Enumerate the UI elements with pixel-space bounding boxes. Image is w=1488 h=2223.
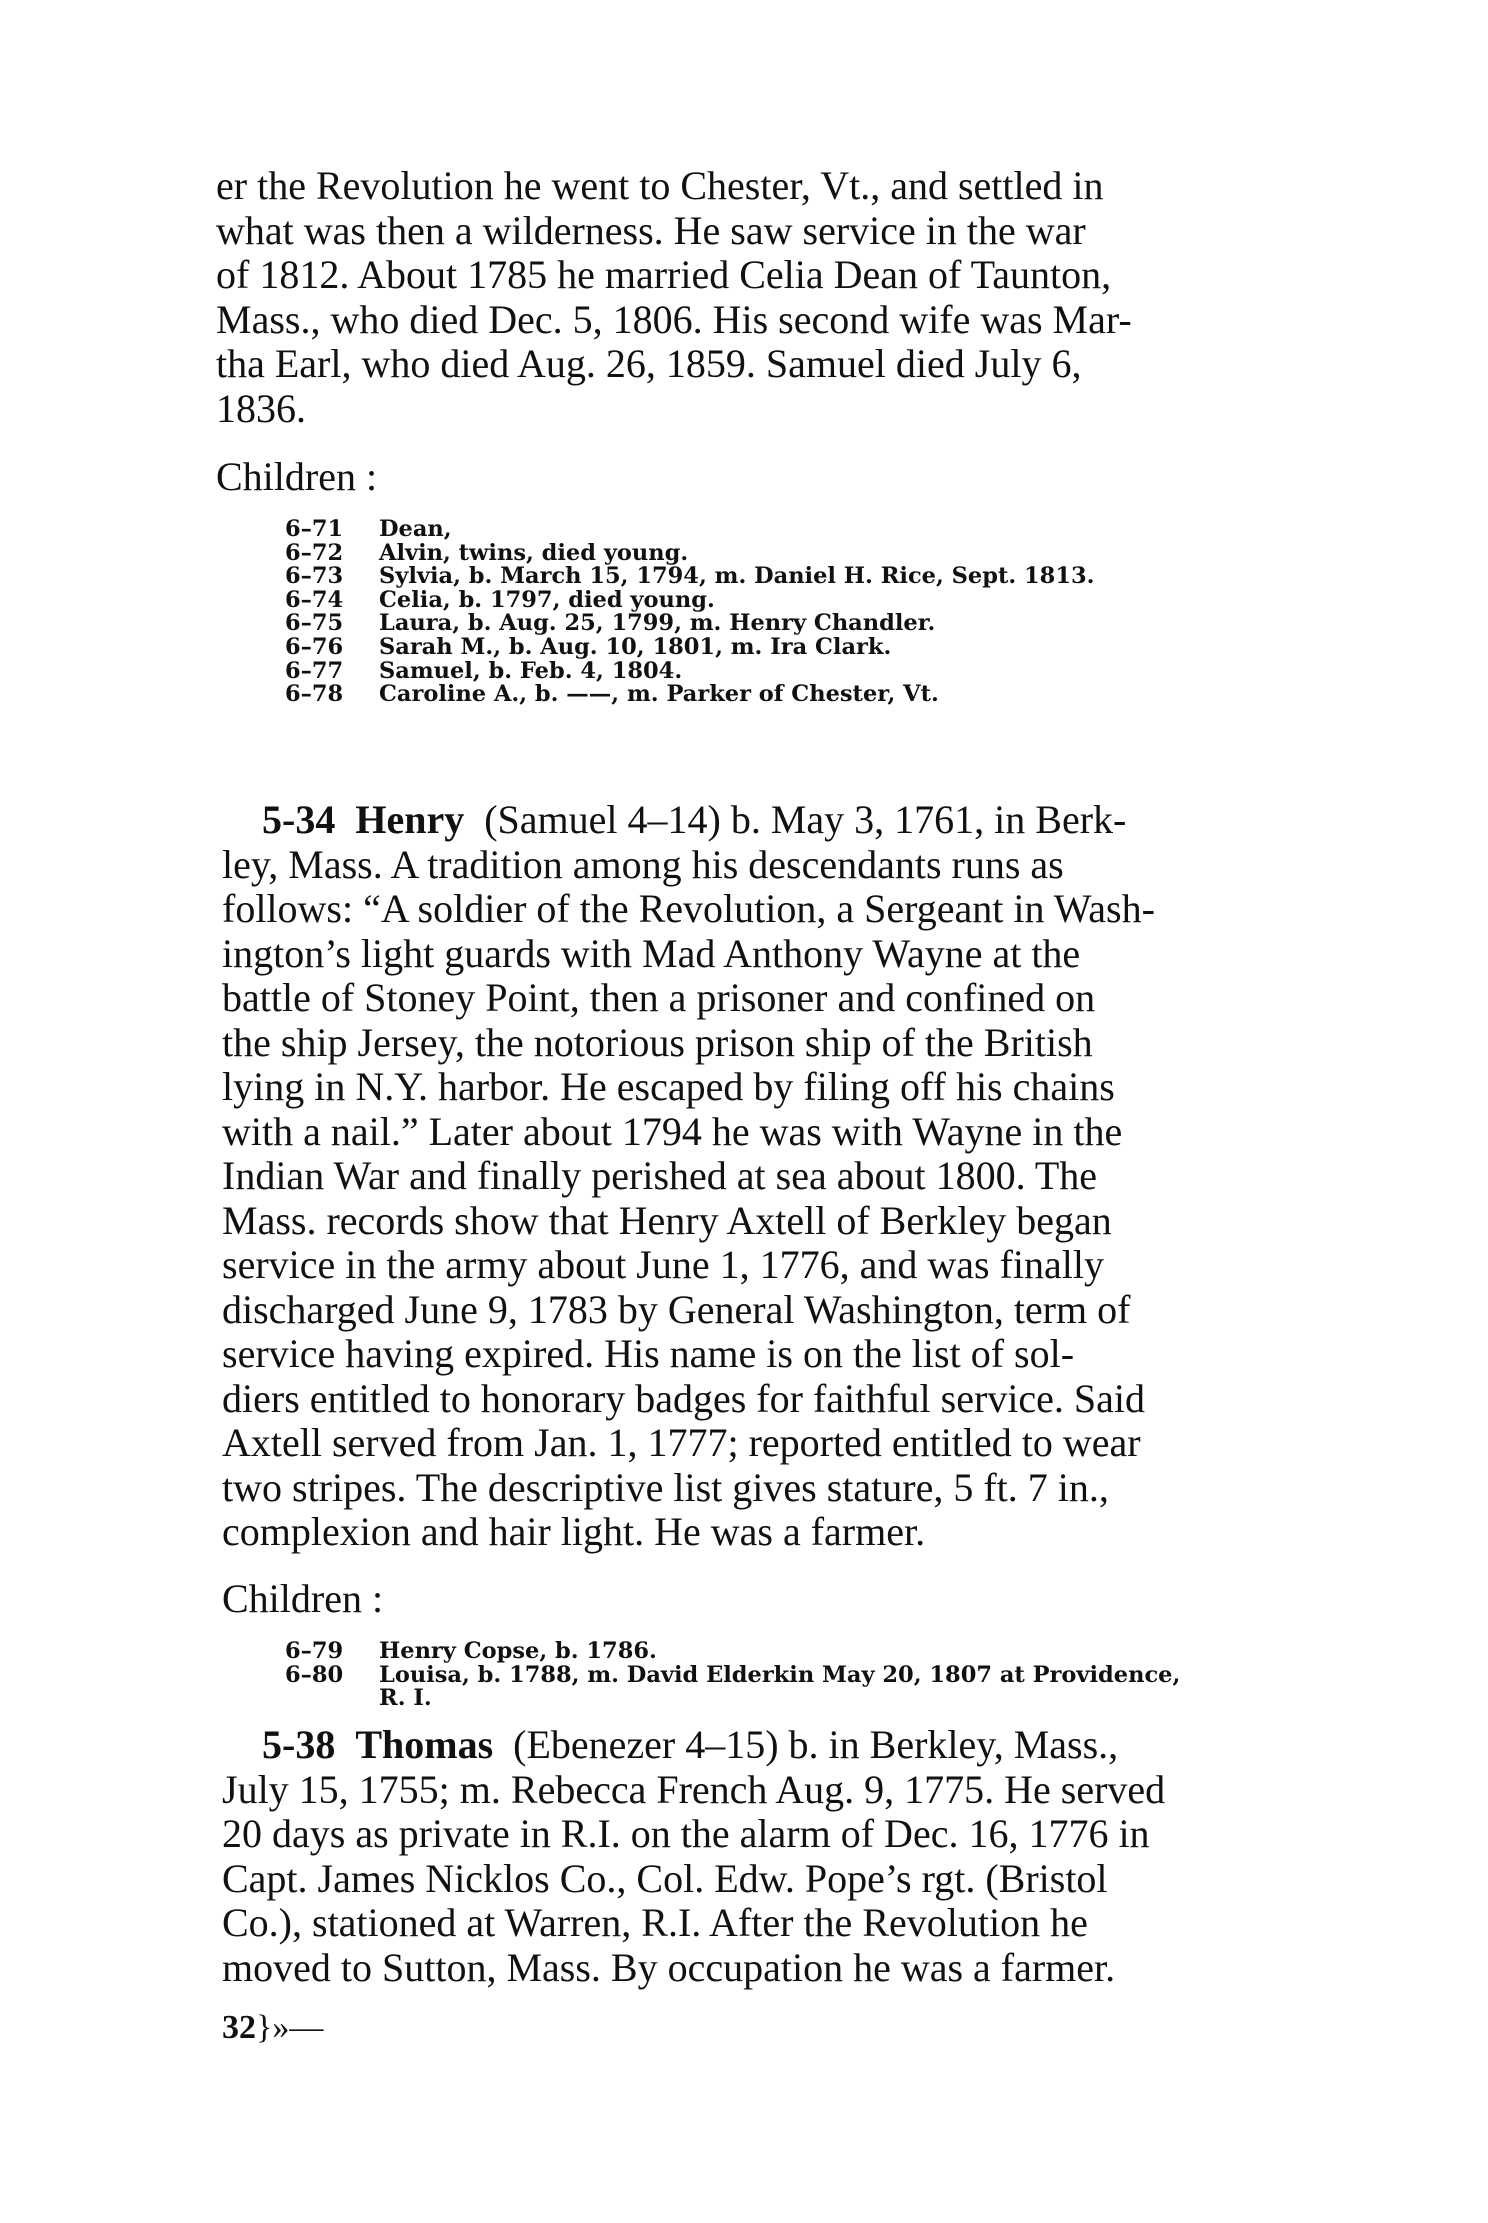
text-line: ley, Mass. A tradition among his descendants runs as [222, 841, 1064, 887]
children-heading: Children : [222, 1576, 384, 1621]
children-heading: Children : [216, 454, 378, 499]
list-item [285, 612, 1094, 636]
text-line: with a nail.” Later about 1794 he was with Wayne in the [222, 1108, 1123, 1154]
list-item [285, 565, 1094, 589]
list-item [285, 683, 1094, 707]
child-number: 6–75 [285, 610, 344, 637]
text-line: of 1812. About 1785 he married Celia Dean of Taunton, [216, 252, 1112, 297]
samuel-continuation-paragraph [216, 164, 1288, 431]
child-number: 6–77 [285, 657, 344, 684]
text-line: tha Earl, who died Aug. 26, 1859. Samuel died July 6, [216, 341, 1082, 386]
list-item [285, 518, 1094, 542]
entry-name: Henry [355, 797, 465, 842]
list-item [285, 633, 1094, 660]
text-line: discharged June 9, 1783 by General Washington, term of [222, 1286, 1131, 1332]
text-line: Indian War and finally perished at sea about 1800. The [222, 1153, 1098, 1198]
children-list [285, 518, 1094, 707]
list-item [285, 657, 1094, 684]
entry-first-line [222, 798, 1292, 843]
text-line: Mass., who died Dec. 5, 1806. His second wife was Mar- [216, 296, 1132, 342]
text-line: what was then a wilderness. He saw service in the war [216, 207, 1086, 253]
entry-first-line-text: (Samuel 4–14) b. May 3, 1761, in Berk- [484, 797, 1127, 842]
child-text: Sarah M., b. Aug. 10, 1801, m. Ira Clark. [379, 633, 892, 660]
henry-entry-paragraph [222, 798, 1292, 1555]
text-line: Axtell served from Jan. 1, 1777; reported entitled to wear [222, 1420, 1141, 1465]
text-line: lying in N.Y. harbor. He escaped by filing off his chains [222, 1064, 1115, 1109]
text-line: ington’s light guards with Mad Anthony Wayne at the [222, 930, 1081, 976]
text-line: Capt. James Nicklos Co., Col. Edw. Pope’s rgt. (Bristol [222, 1855, 1108, 1901]
text-line: 20 days as private in R.I. on the alarm of Dec. 16, 1776 in [222, 1811, 1150, 1856]
text-line: 1836. [216, 385, 306, 431]
child-text: Sylvia, b. March 15, 1794, m. Daniel H. Rice, Sept. 1813. [379, 563, 1095, 590]
child-number: 6–71 [285, 516, 344, 542]
child-number: 6–79 [285, 1638, 344, 1664]
child-text: Laura, b. Aug. 25, 1799, m. Henry Chandler. [379, 610, 936, 637]
list-item-continuation [285, 1687, 1180, 1711]
text-line: diers entitled to honorary badges for faithful service. Said [222, 1375, 1146, 1421]
page-footer [222, 2008, 323, 2048]
child-number: 6–73 [285, 563, 344, 590]
child-text: Celia, b. 1797, died young. [379, 586, 715, 613]
list-item [285, 1640, 1180, 1664]
child-number: 6–80 [285, 1661, 344, 1688]
entry-id: 5-38 [262, 1722, 336, 1767]
child-text: Dean, [379, 516, 452, 542]
child-number: 6–76 [285, 633, 344, 660]
list-item [285, 586, 1094, 613]
child-text: R. I. [379, 1685, 432, 1712]
footer-ornament-icon: }»— [256, 2009, 324, 2046]
text-line: complexion and hair light. He was a farmer. [222, 1509, 926, 1554]
child-text: Samuel, b. Feb. 4, 1804. [379, 657, 683, 684]
entry-name: Thomas [355, 1722, 494, 1767]
text-line: er the Revolution he went to Chester, Vt., and settled in [216, 163, 1104, 208]
entry-id: 5-34 [262, 797, 336, 842]
thomas-entry-paragraph [222, 1723, 1292, 1990]
text-line: moved to Sutton, Mass. By occupation he was a farmer. [222, 1944, 1116, 1990]
list-item [285, 539, 1094, 566]
text-line: the ship Jersey, the notorious prison ship of the British [222, 1019, 1093, 1065]
child-number: 6–74 [285, 586, 344, 613]
child-text: Henry Copse, b. 1786. [379, 1638, 657, 1664]
child-text: Caroline A., b. ——, m. Parker of Chester, Vt. [379, 681, 939, 708]
text-line: Co.), stationed at Warren, R.I. After the Revolution he [222, 1900, 1088, 1945]
page-number: 32 [222, 2009, 256, 2046]
child-number: 6–72 [285, 539, 344, 566]
text-line: battle of Stoney Point, then a prisoner and confined on [222, 975, 1096, 1020]
entry-first-line-text: (Ebenezer 4–15) b. in Berkley, Mass., [513, 1722, 1119, 1767]
text-line: Mass. records show that Henry Axtell of Berkley began [222, 1197, 1112, 1243]
text-line: service in the army about June 1, 1776, and was finally [222, 1242, 1104, 1287]
child-text: Louisa, b. 1788, m. David Elderkin May 20, 1807 at Providence, [379, 1661, 1181, 1688]
child-number: 6–78 [285, 681, 344, 708]
entry-first-line [222, 1723, 1292, 1768]
text-line: service having expired. His name is on the list of sol- [222, 1331, 1075, 1376]
children-list [285, 1640, 1180, 1711]
list-item [285, 1661, 1181, 1688]
text-line: July 15, 1755; m. Rebecca French Aug. 9, 1775. He served [222, 1766, 1166, 1812]
child-text: Alvin, twins, died young. [379, 539, 689, 566]
text-line: follows: “A soldier of the Revolution, a Sergeant in Wash- [222, 886, 1155, 931]
text-line: two stripes. The descriptive list gives stature, 5 ft. 7 in., [222, 1464, 1109, 1510]
